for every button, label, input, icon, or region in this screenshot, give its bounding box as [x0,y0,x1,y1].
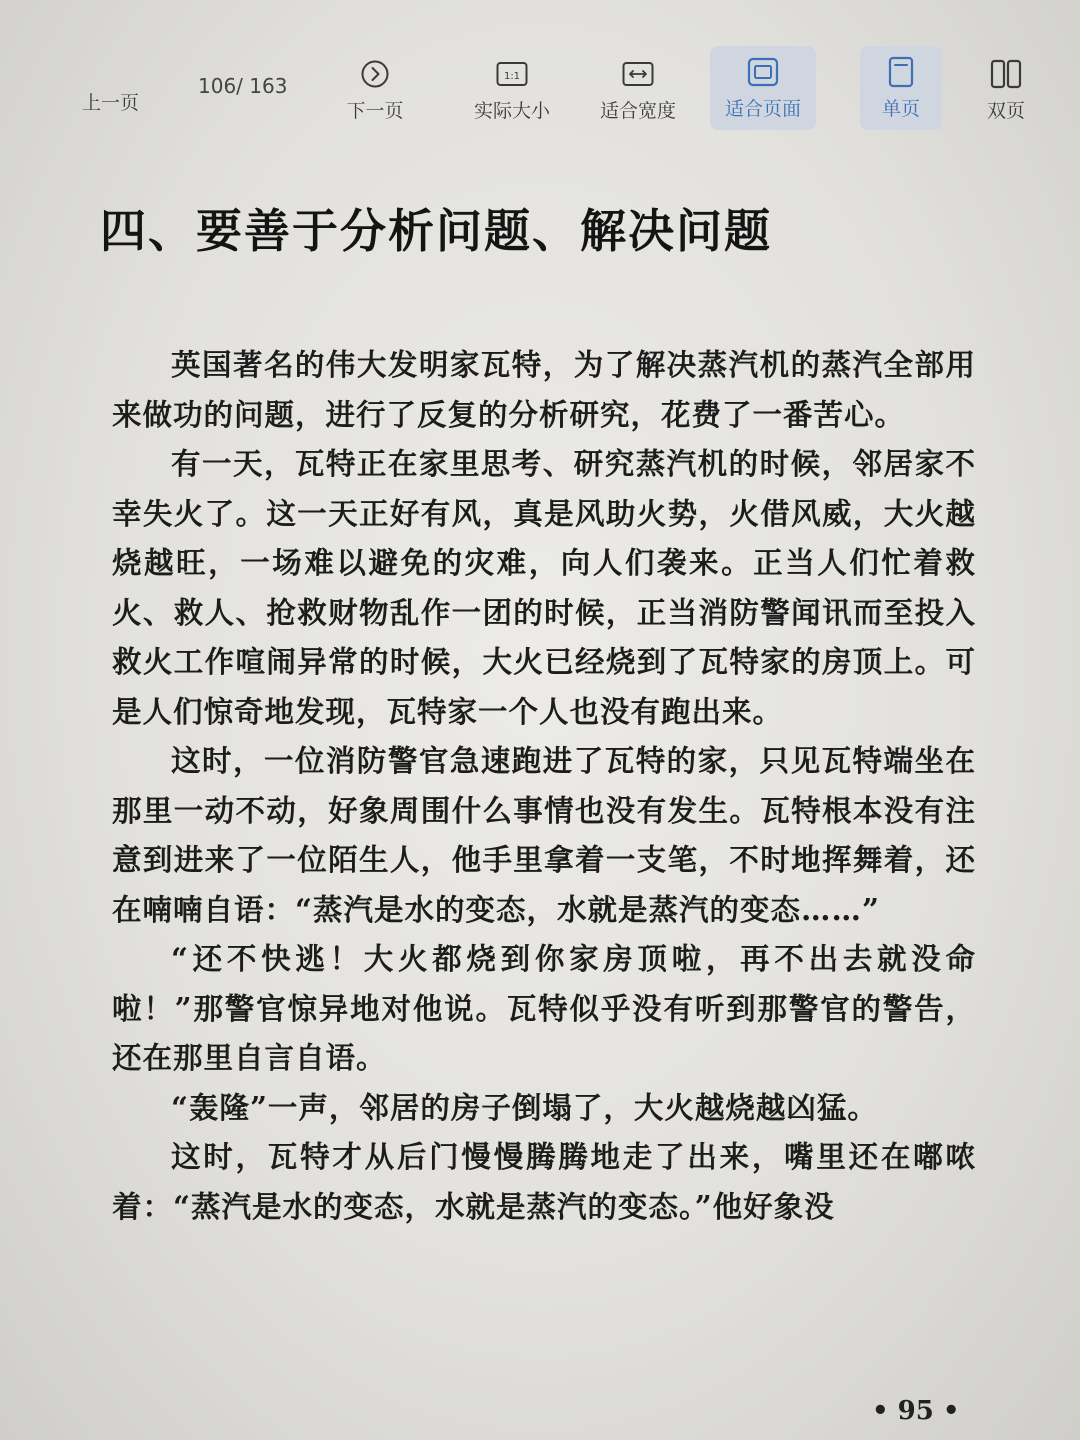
document-body [112,340,976,1231]
paragraph: 有一天，瓦特正在家里思考、研究蒸汽机的时候，邻居家不幸失火了。这一天正好有风，真是风助火势，火借风威，大火越烧越旺，一场难以避免的灾难，向人们袭来。正当人们忙着救火、救人、抢救财物乱作一团的时候，正当消防警闻讯而至投入救火工作喧闹异常的时候，大火已经烧到了瓦特家的房顶上。可是人们惊奇地发现，瓦特家一个人也没有跑出来。 [112,446,976,729]
double-page-icon [990,58,1022,90]
fit-width-icon [622,58,654,90]
prev-page-label: 上一页 [82,92,140,114]
fit-width-label: 适合宽度 [599,100,676,122]
paragraph: “轰隆”一声，邻居的房子倒塌了，大火越烧越凶猛。 [171,1089,878,1125]
page-number: • 95 • [872,1396,960,1426]
prev-page-button[interactable] [82,88,139,115]
paragraph: 这时，一位消防警官急速跑进了瓦特的家，只见瓦特端坐在那里一动不动，好象周围什么事情也没有发生。瓦特根本没有注意到进来了一位陌生人，他手里拿着一支笔，不时地挥舞着，还在喃喃自语：“蒸汽是水的变态，水就是蒸汽的变态……” [112,743,976,927]
fit-page-icon [747,56,779,88]
chevron-right-circle-icon [359,58,391,90]
fit-page-button[interactable] [710,46,816,130]
chapter-title: 四、要善于分析问题、解决问题 [100,204,772,258]
reader-toolbar [0,30,1080,140]
fit-page-label: 适合页面 [724,97,801,120]
next-page-button[interactable] [340,58,410,123]
paragraph: 这时，瓦特才从后门慢慢腾腾地走了出来，嘴里还在嘟哝着：“蒸汽是水的变态，水就是蒸汽的变态。”他好象没 [112,1139,976,1224]
actual-size-label: 实际大小 [473,100,550,122]
double-page-label: 双页 [986,100,1025,122]
double-page-button[interactable] [980,58,1032,123]
paragraph: 英国著名的伟大发明家瓦特，为了解决蒸汽机的蒸汽全部用来做功的问题，进行了反复的分析研究，花费了一番苦心。 [112,347,976,432]
next-page-label: 下一页 [346,100,404,122]
svg-text:1:1: 1:1 [503,71,521,82]
fit-width-button[interactable] [592,58,684,123]
actual-size-icon [496,58,528,90]
single-page-button[interactable] [860,46,942,130]
actual-size-button[interactable] [466,58,558,123]
single-page-icon [885,56,917,88]
paragraph: “还不快逃！大火都烧到你家房顶啦，再不出去就没命啦！”那警官惊异地对他说。瓦特似乎没有听到那警官的警告，还在那里自言自语。 [112,941,976,1075]
single-page-label: 单页 [881,97,920,120]
page-indicator[interactable]: 106/ 163 [198,74,288,98]
